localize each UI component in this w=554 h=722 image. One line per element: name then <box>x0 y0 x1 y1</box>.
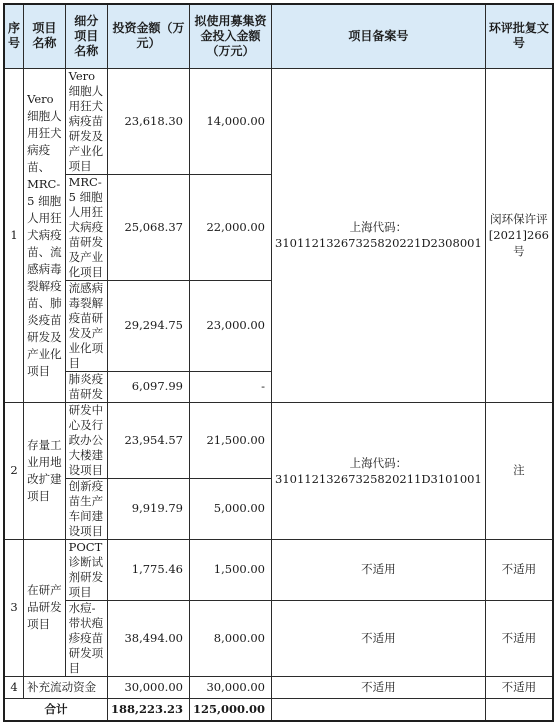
project-name-cell: 存量工业用地改扩建项目 <box>24 402 66 539</box>
project-name-cell: 补充流动资金 <box>24 676 108 698</box>
investment-cell: 38,494.00 <box>107 600 189 676</box>
env-approval-cell: 不适用 <box>485 600 553 676</box>
total-investment: 188,223.23 <box>107 698 189 721</box>
funds-cell: 30,000.00 <box>189 676 271 698</box>
fund-use-table <box>3 3 554 722</box>
sub-project-cell: MRC-5 细胞人用狂犬病疫苗研发及产业化项目 <box>65 174 107 280</box>
investment-cell: 23,618.30 <box>107 68 189 174</box>
funds-cell: 22,000.00 <box>189 174 271 280</box>
funds-cell: 23,000.00 <box>189 280 271 371</box>
investment-cell: 25,068.37 <box>107 174 189 280</box>
investment-cell: 29,294.75 <box>107 280 189 371</box>
sub-project-cell: Vero 细胞人用狂犬病疫苗研发及产业化项目 <box>65 68 107 174</box>
project-name-cell: 在研产品研发项目 <box>24 539 66 676</box>
table-row <box>4 676 553 698</box>
empty-cell <box>485 698 553 721</box>
sub-project-cell: POCT 诊断试剂研发项目 <box>65 539 107 600</box>
table-row <box>4 402 553 478</box>
project-name-cell: Vero 细胞人用狂犬病疫苗、MRC-5 细胞人用狂犬病疫苗、流感病毒裂解疫苗、肺炎疫苗研发及产业化项目 <box>24 68 66 402</box>
seq-cell: 1 <box>4 68 24 402</box>
env-approval-cell: 注 <box>485 402 553 539</box>
header-investment: 投资金额（万元） <box>107 4 189 68</box>
header-project-name: 项目名称 <box>24 4 66 68</box>
table-row <box>4 68 553 174</box>
total-label: 合计 <box>4 698 107 721</box>
sub-project-cell: 肺炎疫苗研发 <box>65 371 107 402</box>
env-approval-cell: 不适用 <box>485 676 553 698</box>
header-sub-project-name: 细分项目名称 <box>65 4 107 68</box>
funds-cell: 8,000.00 <box>189 600 271 676</box>
investment-cell: 9,919.79 <box>107 478 189 539</box>
empty-cell <box>272 698 486 721</box>
funds-cell: - <box>189 371 271 402</box>
investment-cell: 1,775.46 <box>107 539 189 600</box>
funds-cell: 1,500.00 <box>189 539 271 600</box>
filing-cell: 上海代码：31011213267325820211D3101001 <box>272 402 486 539</box>
investment-cell: 6,097.99 <box>107 371 189 402</box>
env-approval-cell: 不适用 <box>485 539 553 600</box>
investment-cell: 23,954.57 <box>107 402 189 478</box>
table-row <box>4 539 553 600</box>
header-raised-funds: 拟使用募集资金投入金额（万元） <box>189 4 271 68</box>
total-row <box>4 698 553 721</box>
seq-cell: 3 <box>4 539 24 676</box>
sub-project-cell: 流感病毒裂解疫苗研发及产业化项目 <box>65 280 107 371</box>
table-row <box>4 600 553 676</box>
header-env-approval: 环评批复文号 <box>485 4 553 68</box>
header-row <box>4 4 553 68</box>
seq-cell: 4 <box>4 676 24 698</box>
total-funds: 125,000.00 <box>189 698 271 721</box>
filing-cell: 上海代码：31011213267325820221D2308001 <box>272 68 486 402</box>
sub-project-cell: 研发中心及行政办公大楼建设项目 <box>65 402 107 478</box>
env-approval-cell: 闵环保许评[2021]266 号 <box>485 68 553 402</box>
sub-project-cell: 创新疫苗生产车间建设项目 <box>65 478 107 539</box>
header-seq: 序号 <box>4 4 24 68</box>
filing-cell: 不适用 <box>272 676 486 698</box>
seq-cell: 2 <box>4 402 24 539</box>
filing-cell: 不适用 <box>272 600 486 676</box>
funds-cell: 14,000.00 <box>189 68 271 174</box>
funds-cell: 5,000.00 <box>189 478 271 539</box>
investment-cell: 30,000.00 <box>107 676 189 698</box>
filing-cell: 不适用 <box>272 539 486 600</box>
funds-cell: 21,500.00 <box>189 402 271 478</box>
header-filing-no: 项目备案号 <box>272 4 486 68</box>
sub-project-cell: 水痘-带状疱疹疫苗研发项目 <box>65 600 107 676</box>
